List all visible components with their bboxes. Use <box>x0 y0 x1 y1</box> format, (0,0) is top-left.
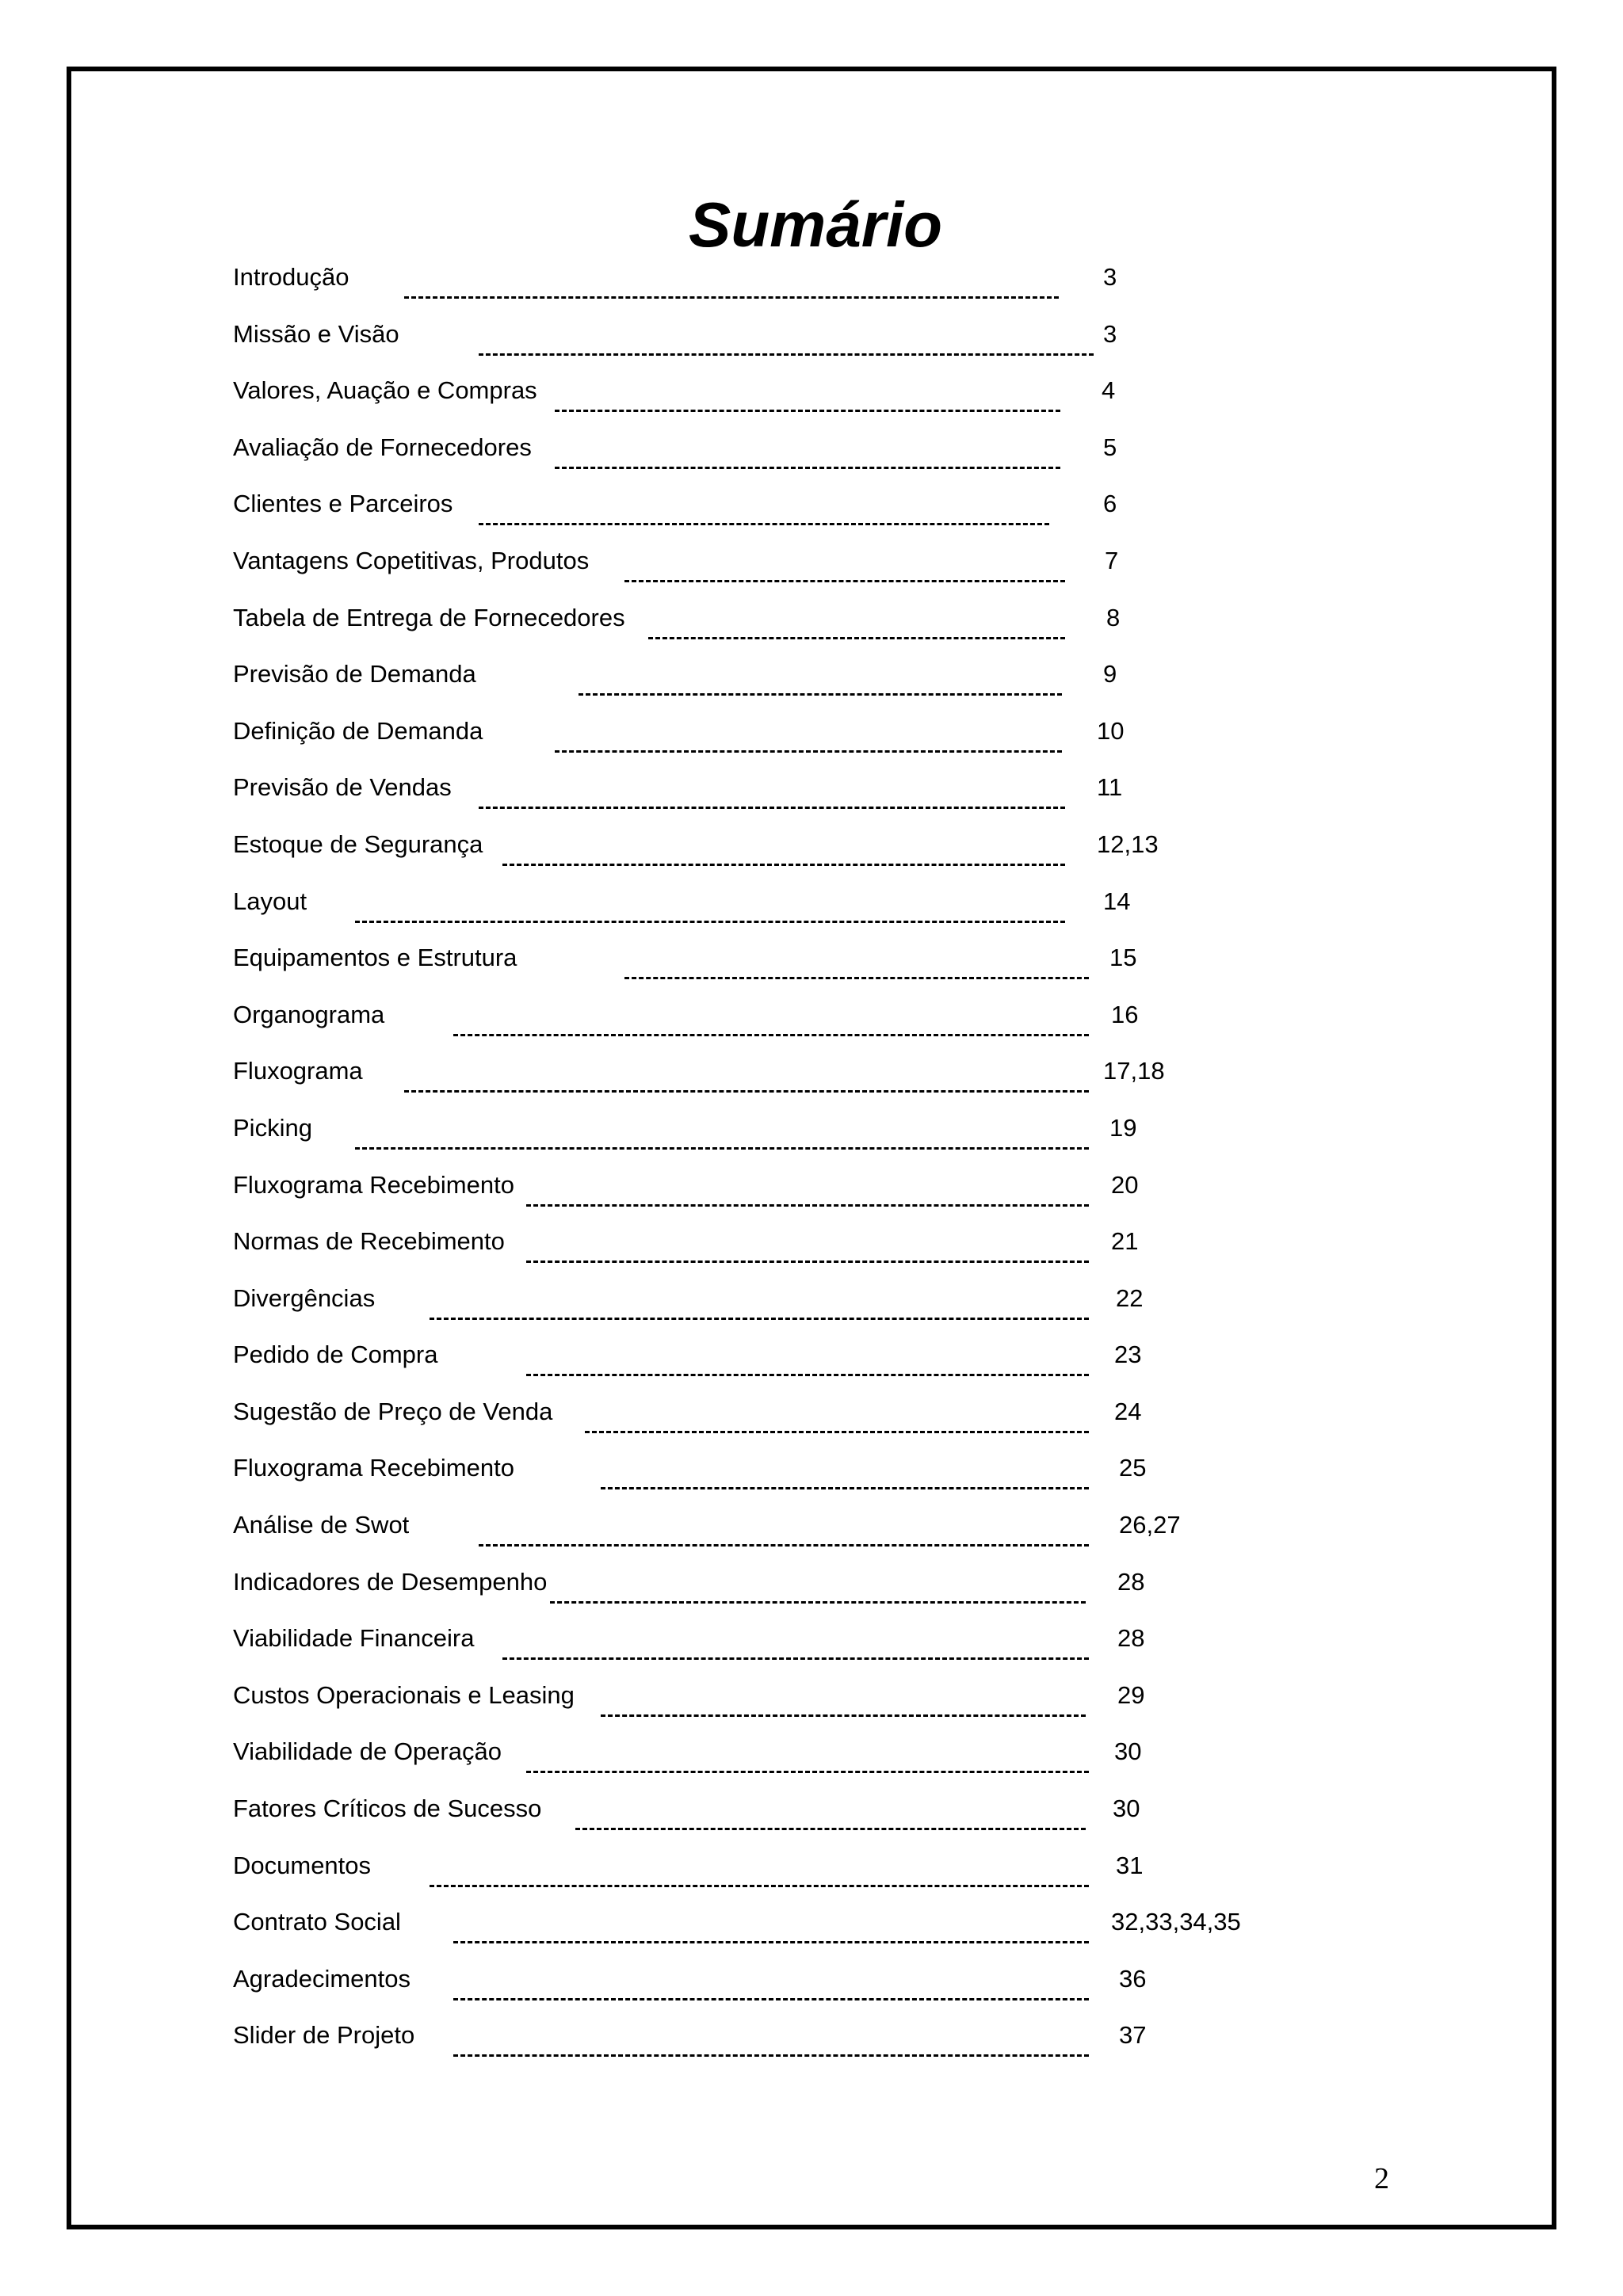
dotted-leader <box>526 1739 1089 1773</box>
toc-entry[interactable] <box>233 1339 1263 1396</box>
dotted-leader <box>601 1683 1086 1717</box>
dotted-leader <box>453 1002 1089 1036</box>
toc-entry-label: Previsão de Demanda <box>233 660 476 688</box>
toc-entry-page: 29 <box>1117 1680 1145 1709</box>
toc-entry-page: 12,13 <box>1097 830 1159 858</box>
toc-entry-label: Viabilidade de Operação <box>233 1737 502 1766</box>
toc-entry[interactable] <box>233 1850 1263 1907</box>
dotted-leader <box>648 605 1065 639</box>
toc-entry-label: Contrato Social <box>233 1908 401 1936</box>
toc-entry[interactable] <box>233 1793 1263 1850</box>
dotted-leader <box>575 1796 1086 1830</box>
dotted-leader <box>526 1173 1089 1207</box>
toc-entry-label: Fluxograma Recebimento <box>233 1454 514 1482</box>
dotted-leader <box>555 435 1060 469</box>
toc-entry[interactable] <box>233 829 1263 886</box>
toc-entry[interactable] <box>233 1680 1263 1737</box>
toc-entry[interactable] <box>233 2019 1263 2077</box>
toc-entry[interactable] <box>233 658 1263 715</box>
toc-entry[interactable] <box>233 1055 1263 1112</box>
toc-entry[interactable] <box>233 1963 1263 2020</box>
dotted-leader <box>479 1512 1089 1547</box>
toc-entry-page: 8 <box>1106 603 1121 631</box>
toc-entry[interactable] <box>233 1509 1263 1566</box>
dotted-leader <box>624 548 1065 582</box>
toc-entry[interactable] <box>233 1566 1263 1623</box>
page-title: Sumário <box>688 189 943 260</box>
toc-entry-label: Equipamentos e Estrutura <box>233 944 517 972</box>
toc-entry-page: 14 <box>1103 887 1131 915</box>
dotted-leader <box>430 1286 1089 1320</box>
toc-entry-page: 23 <box>1114 1341 1142 1369</box>
toc-entry[interactable] <box>233 715 1263 772</box>
table-of-contents <box>233 261 1263 2077</box>
toc-entry[interactable] <box>233 432 1263 489</box>
dotted-leader <box>453 1909 1089 1943</box>
toc-entry-page: 20 <box>1111 1170 1139 1199</box>
toc-entry-page: 5 <box>1103 433 1117 461</box>
toc-entry-label: Definição de Demanda <box>233 716 483 745</box>
dotted-leader <box>502 1626 1089 1660</box>
toc-entry-page: 17,18 <box>1103 1057 1165 1085</box>
toc-entry-page: 4 <box>1102 376 1116 405</box>
toc-entry-page: 15 <box>1109 944 1137 972</box>
dotted-leader <box>479 491 1049 525</box>
toc-entry[interactable] <box>233 1169 1263 1226</box>
toc-entry-page: 9 <box>1103 660 1117 688</box>
toc-entry-label: Vantagens Copetitivas, Produtos <box>233 546 590 574</box>
toc-entry[interactable] <box>233 1283 1263 1340</box>
toc-entry-label: Avaliação de Fornecedores <box>233 433 532 461</box>
toc-entry-label: Tabela de Entrega de Fornecedores <box>233 603 625 631</box>
toc-entry-page: 6 <box>1103 490 1117 518</box>
toc-entry-page: 24 <box>1114 1397 1142 1425</box>
dotted-leader <box>526 1229 1089 1263</box>
toc-entry-label: Picking <box>233 1113 312 1142</box>
toc-entry[interactable] <box>233 1452 1263 1509</box>
toc-entry[interactable] <box>233 772 1263 829</box>
toc-entry-page: 28 <box>1117 1624 1145 1653</box>
toc-entry-label: Custos Operacionais e Leasing <box>233 1680 575 1709</box>
toc-entry-label: Sugestão de Preço de Venda <box>233 1397 553 1425</box>
toc-entry[interactable] <box>233 1906 1263 1963</box>
toc-entry-page: 11 <box>1097 773 1123 802</box>
toc-entry[interactable] <box>233 1623 1263 1680</box>
toc-entry[interactable] <box>233 999 1263 1056</box>
toc-entry-page: 26,27 <box>1119 1511 1181 1539</box>
toc-entry-label: Layout <box>233 887 307 915</box>
toc-entry[interactable] <box>233 318 1263 376</box>
toc-entry[interactable] <box>233 942 1263 999</box>
toc-entry-label: Pedido de Compra <box>233 1341 438 1369</box>
toc-entry[interactable] <box>233 1736 1263 1793</box>
toc-entry-page: 28 <box>1117 1567 1145 1596</box>
toc-entry-label: Fluxograma Recebimento <box>233 1170 514 1199</box>
dotted-leader <box>579 662 1062 696</box>
dotted-leader <box>355 889 1065 923</box>
toc-entry[interactable] <box>233 602 1263 659</box>
toc-entry-page: 21 <box>1111 1227 1139 1256</box>
toc-entry-page: 7 <box>1105 546 1119 574</box>
dotted-leader <box>430 1853 1089 1887</box>
dotted-leader <box>404 265 1059 299</box>
toc-entry-page: 32,33,34,35 <box>1111 1908 1241 1936</box>
toc-entry[interactable] <box>233 488 1263 545</box>
toc-entry[interactable] <box>233 1226 1263 1283</box>
dotted-leader <box>355 1116 1089 1150</box>
toc-entry-page: 31 <box>1116 1851 1144 1879</box>
dotted-leader <box>453 1966 1089 2000</box>
toc-entry-label: Valores, Auação e Compras <box>233 376 537 405</box>
dotted-leader <box>479 322 1094 356</box>
dotted-leader <box>404 1058 1089 1093</box>
toc-entry-label: Fatores Críticos de Sucesso <box>233 1794 542 1823</box>
toc-entry[interactable] <box>233 1112 1263 1169</box>
toc-entry-label: Indicadores de Desempenho <box>233 1567 548 1596</box>
toc-entry-label: Organograma <box>233 1000 385 1028</box>
toc-entry-label: Agradecimentos <box>233 1964 411 1993</box>
dotted-leader <box>526 1342 1089 1376</box>
toc-entry-page: 30 <box>1113 1794 1140 1823</box>
toc-entry-page: 19 <box>1109 1113 1137 1142</box>
toc-entry-page: 16 <box>1111 1000 1139 1028</box>
toc-entry-label: Análise de Swot <box>233 1511 410 1539</box>
toc-entry[interactable] <box>233 1396 1263 1453</box>
toc-entry-page: 30 <box>1114 1737 1142 1766</box>
toc-entry-label: Missão e Visão <box>233 319 399 348</box>
toc-entry-page: 36 <box>1119 1964 1147 1993</box>
toc-entry-page: 22 <box>1116 1283 1144 1312</box>
toc-entry-label: Introdução <box>233 263 349 291</box>
toc-entry[interactable] <box>233 545 1263 602</box>
toc-entry-label: Viabilidade Financeira <box>233 1624 475 1653</box>
dotted-leader <box>585 1399 1089 1433</box>
toc-entry-label: Documentos <box>233 1851 372 1879</box>
dotted-leader <box>601 1455 1089 1489</box>
toc-entry-label: Clientes e Parceiros <box>233 490 453 518</box>
dotted-leader <box>550 1569 1086 1604</box>
toc-entry-label: Fluxograma <box>233 1057 363 1085</box>
toc-entry-page: 37 <box>1119 2021 1147 2050</box>
dotted-leader <box>502 832 1065 866</box>
toc-entry-label: Estoque de Segurança <box>233 830 483 858</box>
toc-entry-page: 10 <box>1097 716 1125 745</box>
toc-entry-page: 3 <box>1103 263 1117 291</box>
toc-entry[interactable] <box>233 375 1263 432</box>
toc-entry-label: Normas de Recebimento <box>233 1227 505 1256</box>
toc-entry-label: Previsão de Vendas <box>233 773 452 802</box>
toc-entry-label: Divergências <box>233 1283 376 1312</box>
toc-entry[interactable] <box>233 886 1263 943</box>
toc-entry-page: 3 <box>1103 319 1117 348</box>
dotted-leader <box>453 2023 1089 2057</box>
page-number: 2 <box>1374 2162 1389 2195</box>
dotted-leader <box>555 378 1060 412</box>
dotted-leader <box>479 775 1065 809</box>
dotted-leader <box>624 945 1089 979</box>
toc-entry[interactable] <box>233 261 1263 318</box>
toc-entry-page: 25 <box>1119 1454 1147 1482</box>
dotted-leader <box>555 719 1062 753</box>
toc-entry-label: Slider de Projeto <box>233 2021 415 2050</box>
